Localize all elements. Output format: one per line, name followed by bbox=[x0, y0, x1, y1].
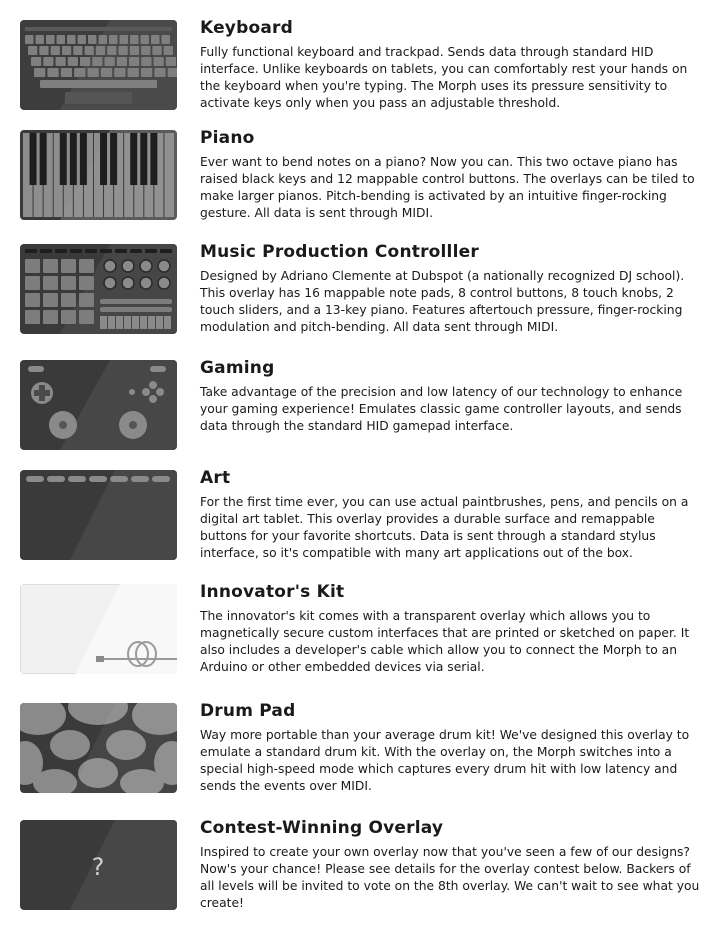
overlay-title: Contest-Winning Overlay bbox=[200, 818, 444, 838]
overlay-description: Way more portable than your average drum kit! We've designed this overlay to emulate a standard drum kit. With the overlay on, the Morph switches into a special high-speed mode which captures every drum hit with low latency and sends the events over MIDI. bbox=[200, 728, 690, 793]
overlay-description: Designed by Adriano Clemente at Dubspot (a nationally recognized DJ school). This overlay has 16 mappable note pads, 8 control buttons, 8 touch knobs, 2 touch sliders, and a 13-key piano. Features aftertouch pressure, finger-rocking modulation and pitch-bending. All data sent through MIDI. bbox=[200, 269, 685, 334]
overlay-title: Gaming bbox=[200, 358, 275, 378]
overlay-title: Keyboard bbox=[200, 18, 293, 38]
overlay-title: Art bbox=[200, 468, 231, 488]
overlay-description: For the first time ever, you can use actual paintbrushes, pens, and pencils on a digital art tablet. This overlay provides a durable surface and remappable buttons for your favorite shortcuts. Data is sent through a standard stylus interface, so it's compatible with many art applications out of the box. bbox=[200, 495, 689, 560]
question-mark-icon bbox=[20, 820, 177, 910]
innovators-kit-icon bbox=[20, 584, 177, 674]
overlay-title: Music Production Controlller bbox=[200, 242, 479, 262]
drum-pad-overlay-icon bbox=[20, 703, 177, 793]
gamepad-overlay-icon bbox=[20, 360, 177, 450]
overlay-title: Innovator's Kit bbox=[200, 582, 345, 602]
overlay-title: Piano bbox=[200, 128, 255, 148]
thumb-question-text: ? bbox=[91, 853, 105, 881]
overlay-description: Fully functional keyboard and trackpad. Sends data through standard HID interface. Unlike keyboards on tablets, you can comfortably rest your hands on the keyboard when you're typing. The Morph uses its pressure sensitivity to activate keys only when you pass an adjustable threshold. bbox=[200, 45, 688, 110]
overlay-description: The innovator's kit comes with a transparent overlay which allows you to magnetically secure custom interfaces that are printed or sketched on paper. It also includes a developer's cable which allow you to connect the Morph to an Arduino or other embedded devices via serial. bbox=[200, 609, 690, 674]
piano-overlay-icon bbox=[20, 130, 177, 220]
overlay-description: Ever want to bend notes on a piano? Now you can. This two octave piano has raised black keys and 12 mappable control buttons. The overlays can be tiled to make larger pianos. Pitch-bending is activated by an intuitive finger-rocking gesture. All data is sent through MIDI. bbox=[200, 155, 695, 220]
music-controller-overlay-icon bbox=[20, 244, 177, 334]
overlay-description: Take advantage of the precision and low latency of our technology to enhance your gaming experience! Emulates classic game controller layouts, and sends data through the standard HID gamepad interface. bbox=[200, 385, 683, 433]
art-overlay-icon bbox=[20, 470, 177, 560]
overlay-title: Drum Pad bbox=[200, 701, 296, 721]
keyboard-overlay-icon bbox=[20, 20, 177, 110]
overlay-description: Inspired to create your own overlay now that you've seen a few of our designs? Now's your chance! Please see details for the overlay contest below. Backers of all levels will be invited to vote on the 8th overlay. We can't wait to see what you create! bbox=[200, 845, 700, 910]
